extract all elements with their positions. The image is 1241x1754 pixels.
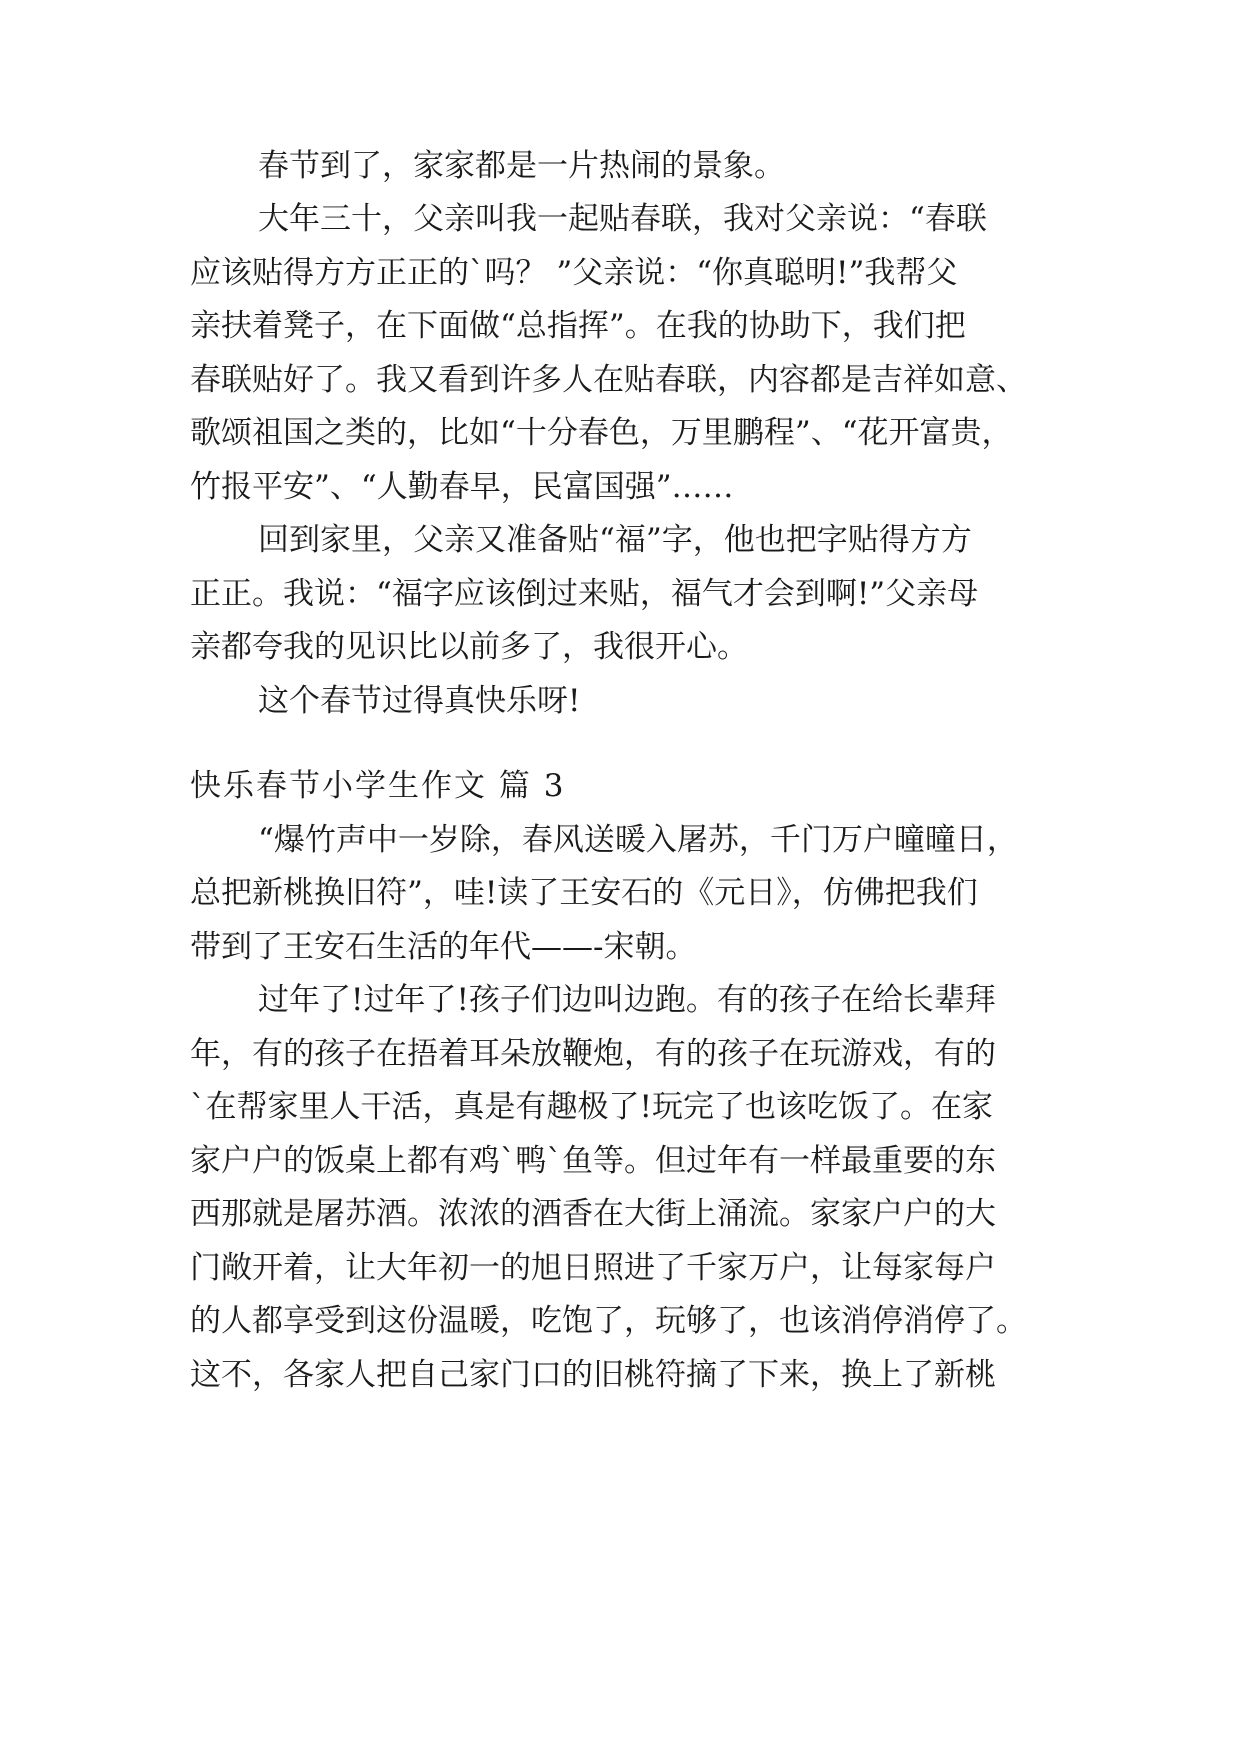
essay-paragraph-line: 年，有的孩子在捂着耳朵放鞭炮，有的孩子在玩游戏，有的 [190,1036,996,1072]
essay-paragraph-line: 的人都享受到这份温暖，吃饱了，玩够了，也该消停消停了。 [190,1303,1027,1339]
essay-paragraph-line: 应该贴得方方正正的`吗？ ”父亲说：“你真聪明!”我帮父 [190,255,958,291]
essay-paragraph-line: 亲都夸我的见识比以前多了，我很开心。 [190,629,748,665]
essay-paragraph-line: 带到了王安石生活的年代——-宋朝。 [190,929,697,965]
essay-paragraph-line: 这不，各家人把自己家门口的旧桃符摘了下来，换上了新桃 [190,1357,996,1393]
essay-paragraph-line: 大年三十，父亲叫我一起贴春联，我对父亲说：“春联 [258,201,987,237]
essay-paragraph-line: 过年了!过年了!孩子们边叫边跑。有的孩子在给长辈拜 [258,982,996,1018]
essay-paragraph-line: 家户户的饭桌上都有鸡`鸭`鱼等。但过年有一样最重要的东 [190,1143,996,1179]
essay-paragraph-line: 亲扶着凳子，在下面做“总指挥”。在我的协助下，我们把 [190,308,966,344]
essay-paragraph-line: 歌颂祖国之类的，比如“十分春色，万里鹏程”、“花开富贵， [190,415,1013,451]
essay-paragraph-line: 总把新桃换旧符”，哇!读了王安石的《元日》，仿佛把我们 [190,875,978,911]
essay-paragraph-line: 正正。我说：“福字应该倒过来贴，福气才会到啊!”父亲母 [190,576,979,612]
essay-paragraph-line: `在帮家里人干活，真是有趣极了!玩完了也该吃饭了。在家 [190,1089,993,1125]
essay-paragraph-line: 这个春节过得真快乐呀! [258,683,581,719]
essay-paragraph-line: 春节到了，家家都是一片热闹的景象。 [258,148,785,184]
section-heading: 快乐春节小学生作文 篇 3 [190,768,566,804]
essay-paragraph-line: “爆竹声中一岁除，春风送暖入屠苏，千门万户曈曈日， [258,822,1018,858]
essay-paragraph-line: 回到家里，父亲又准备贴“福”字，他也把字贴得方方 [258,522,972,558]
essay-paragraph-line: 竹报平安”、“人勤春早，民富国强”…… [190,469,734,505]
essay-paragraph-line: 春联贴好了。我又看到许多人在贴春联，内容都是吉祥如意、 [190,362,1027,398]
essay-paragraph-line: 门敞开着，让大年初一的旭日照进了千家万户，让每家每户 [190,1250,996,1286]
essay-paragraph-line: 西那就是屠苏酒。浓浓的酒香在大街上涌流。家家户户的大 [190,1196,996,1232]
